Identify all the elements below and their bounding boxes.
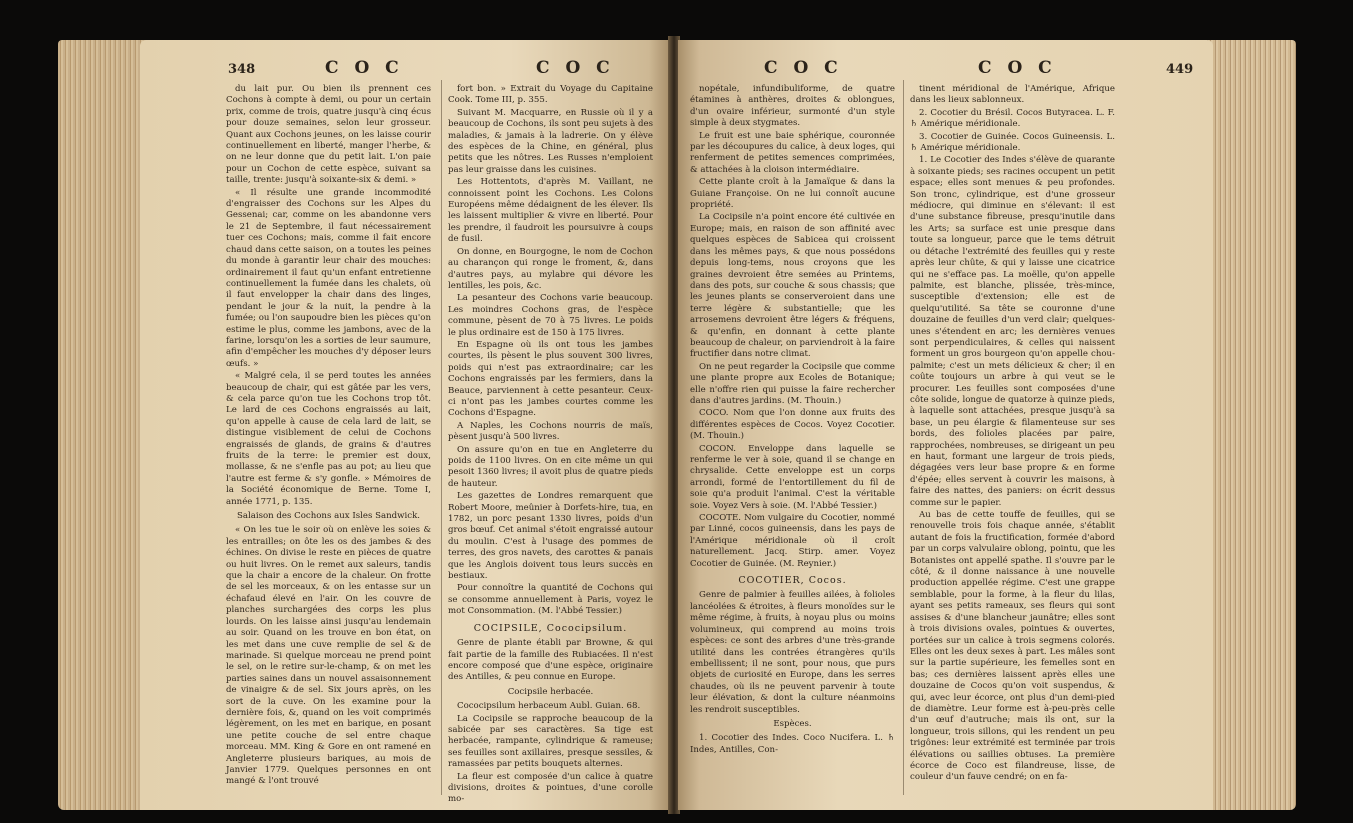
paragraph: Au bas de cette touffe de feuilles, qui se renouvelle trois fois chaque année, s'établit autant de fois la fructification, formée d'abord par un corps valvulaire oblong, pointu, que les Botanistes ont appellé spathe. Il s'ouvre par le côté, & il donne naissance à une nouvelle production appellée régime. C'est une grappe semblable, pour la forme, à la fleur du lilas, ayant ses petits rameaux, ses fleurs qui sont assises & d'une blancheur jaunâtre; elles sont à trois divisions ovales, pointues & ouvertes, portées sur un calice à trois segmens colorés. Elles ont les deux sexes à part. Les mâles sont sur la partie supérieure, les femelles sont en bas; ces dernières laissent après elles une douzaine de Cocos qu'on voit suspendus, & qui, avec leur écorce, ont plus d'un demi-pied de diamètre. Leur forme est à-peu-près celle d'un œuf d'autruche; mais ils ont, sur la longueur, trois sillons, qui les rendent un peu trigônes: leur extrémité est terminée par trois élévations ou saillies obtuses. La première écorce de Coco est filandreuse, lisse, de couleur d'un fauve cendré; on en fa- xyxy=(910,510,1115,783)
paragraph: Salaison des Cochons aux Isles Sandwick. xyxy=(236,511,421,522)
left-column-1 xyxy=(226,84,431,789)
paragraph: Les Hottentots, d'après M. Vaillant, ne connoissent point les Cochons. Les Colons Européens même dédaignent de les élever. Ils les laissent multiplier & vivre en liberté. Pour les prendre, il faudroit les poursuivre à coups de fusil. xyxy=(448,177,653,245)
paragraph: « On les tue le soir où on enlève les soies & les entrailles; on ôte les os des jambes & des échines. On divise le reste en pièces de quatre ou huit livres. On le remet aux saleurs, tandis que la chair a encore de la chaleur. On frotte de sel les morceaux, & on les entasse sur un échafaud élevé en l'air. On les couvre de planches surchargées des corps les plus lourds. On les laisse ainsi jusqu'au lendemain au soir. Quand on les trouve en bon état, on les met dans une cuve remplie de sel & de marinade. Si quelque morceau ne prend point le sel, on le retire sur-le-champ, & on met les parties saines dans un nouvel assaisonnement de vinaigre & de sel. Six jours après, on les sort de la cuve. On les examine pour la dernière fois, &, quand on les voit comprimés légèrement, on les met en barique, en posant une petite couche de sel entre chaque morceau. MM. King & Gore en ont ramené en Angleterre plusieurs bariques, au mois de Janvier 1779. Quelques personnes en ont mangé & l'ont trouvé xyxy=(226,525,431,787)
right-page-number: 449 xyxy=(1166,62,1194,77)
paragraph: Les gazettes de Londres remarquent que Robert Moore, meûnier à Dorfets-hire, tua, en 1782, un porc pesant 1330 livres, poids d'un gros bœuf. Cet animal s'étoit engraissé autour du moulin. C'est à l'usage des pommes de terres, des gros navets, des carottes & panais que les Anglois doivent tous leurs succès en bestiaux. xyxy=(448,491,653,582)
paragraph: On donne, en Bourgogne, le nom de Cochon au charançon qui ronge le froment, &, dans d'autres pays, au mylabre qui dévore les lentilles, les pois, &c. xyxy=(448,246,653,291)
paragraph: du lait pur. Ou bien ils prennent ces Cochons à compte à demi, ou pour un certain prix, comme de trois, quatre jusqu'à cinq écus pour douze semaines, selon leur grosseur. Quant aux Cochons jeunes, on les laisse courir continuellement en liberté, manger l'herbe, & on ne leur donne que du petit lait. L'on paie pour un Cochon de cette espèce, suivant sa taille, trente: jusqu'à soixante-six & demi. » xyxy=(226,84,431,186)
paragraph: « Malgré cela, il se perd toutes les années beaucoup de chair, qui est gâtée par les vers, & cela parce qu'on tue les Cochons trop tôt. Le lard de ces Cochons engraissés au lait, qu'on appelle à cause de cela lard de lait, se distingue visiblement de celui de Cochons engraissés de glands, de grains & d'autres fruits de la terre: le premier est doux, mollasse, & ne s'enfle pas au pot; au lieu que l'autre est ferme & s'y gonfle. » Mémoires de la Société économique de Berne. Tome I, année 1771, p. 135. xyxy=(226,371,431,507)
column-rule xyxy=(441,80,442,795)
paragraph: Cococipsilum herbaceum Aubl. Guian. 68. xyxy=(457,701,641,712)
left-running-head: C O C xyxy=(325,58,404,78)
paragraph: On ne peut regarder la Cocipsile que comme une plante propre aux Ecoles de Botanique; elle n'offre rien qui puisse la faire rechercher dans d'autres jardins. (M. Thouin.) xyxy=(690,361,895,406)
paragraph: COCO. Nom que l'on donne aux fruits des différentes espèces de Cocos. Voyez Cocotier. (M. Thouin.) xyxy=(690,408,895,442)
left-page-edges xyxy=(58,40,150,810)
paragraph: On assure qu'on en tue en Angleterre du poids de 1100 livres. On en cite même un qui pesoit 1360 livres; il avoit plus de quatre pieds de hauteur. xyxy=(448,444,653,489)
paragraph: Le fruit est une baie sphérique, couronnée par les découpures du calice, à deux loges, qui renferment de petites semences comprimées, & attachées à la cloison intermédiaire. xyxy=(690,130,895,175)
paragraph: Genre de plante établi par Browne, & qui fait partie de la famille des Rubiacées. Il n'est encore composé que d'une espèce, originaire des Antilles, & peu connue en Europe. xyxy=(448,638,653,683)
paragraph: COCOTIER, Cocos. xyxy=(738,575,847,587)
right-page xyxy=(678,40,1213,810)
paragraph: COCIPSILE, Cococipsilum. xyxy=(473,622,628,634)
right-running-head: C O C xyxy=(764,58,843,78)
paragraph: Pour connoître la quantité de Cochons qui se consomme annuellement à Paris, voyez le mot Consommation. (M. l'Abbé Tessier.) xyxy=(448,583,653,617)
right-column-1 xyxy=(690,84,895,757)
paragraph: 3. Cocotier de Guinée. Cocos Guineensis. L. ♄ Amérique méridionale. xyxy=(910,131,1115,154)
paragraph: 2. Cocotier du Brésil. Cocos Butyracea. L. F. ♄ Amérique méridionale. xyxy=(910,107,1115,130)
left-column-2 xyxy=(448,84,653,807)
right-running-head-col2: C O C xyxy=(978,58,1057,78)
paragraph: La Cocipsile n'a point encore été cultivée en Europe; mais, en raison de son affinité avec quelques espèces de Sabicea qui croissent dans les mêmes pays, & que nous possédons depuis long-tems, nous croyons que les graines devroient être semées au Printems, dans des pots, sur couche & sous chassis; que les jeunes plants se conserveroient dans une terre légère & substantielle; que les arrosemens devroient être légers & fréquens, & qu'enfin, en donnant à cette plante beaucoup de chaleur, on parviendroit à la faire fructifier dans notre climat. xyxy=(690,212,895,360)
left-running-head-col2: C O C xyxy=(536,58,615,78)
paragraph: La fleur est composée d'un calice à quatre divisions, droites & pointues, d'une corolle mo- xyxy=(448,771,653,805)
paragraph: 1. Cocotier des Indes. Coco Nucifera. L. ♄ Indes, Antilles, Con- xyxy=(690,733,895,755)
left-page-number: 348 xyxy=(228,62,256,77)
paragraph: La Cocipsile se rapproche beaucoup de la sabicée par ses caractères. Sa tige est herbacée, rampante, cylindrique & rameuse; ses feuilles sont axillaires, presque sessiles, & ramassées par petits bouquets alternes. xyxy=(448,713,653,770)
paragraph: COCOTE. Nom vulgaire du Cocotier, nommé par Linné, cocos guineensis, dans les pays de l'Amérique méridionale où il croît naturellement. Jacq. Stirp. amer. Voyez Cocotier de Guinée. (M. Reynier.) xyxy=(690,513,895,569)
paragraph: Suivant M. Macquarre, en Russie où il y a beaucoup de Cochons, ils sont peu sujets à des maladies, & jamais à la ladrerie. On y élève des espèces de la Chine, en général, plus petits que les nôtres. Les Russes n'emploient pas leur graisse dans les cuisines. xyxy=(448,107,653,175)
left-page xyxy=(140,40,670,810)
right-column-2 xyxy=(910,84,1115,785)
paragraph: La pesanteur des Cochons varie beaucoup. Les moindres Cochons gras, de l'espèce commune, pèsent de 70 à 75 livres. Le poids le plus ordinaire est de 150 à 175 livres. xyxy=(448,293,653,338)
paragraph: A Naples, les Cochons nourris de maïs, pèsent jusqu'à 500 livres. xyxy=(448,420,653,443)
paragraph: COCON. Enveloppe dans laquelle se renferme le ver à soie, quand il se change en chrysalide. Cette enveloppe est un corps arrondi, formé de l'entortillement du fil de soie qu'a produit l'animal. C'est la véritable soie. Voyez Vers à soie. (M. l'Abbé Tessier.) xyxy=(690,443,895,511)
paragraph: Genre de palmier à feuilles ailées, à folioles lancéolées & étroites, à fleurs monoïdes sur le même régime, à fruits, à noyau plus ou moins volumineux, qui comprend au moins trois espèces: ce sont des arbres d'une très-grande utilité dans les contrées étrangères qu'ils embellissent; il ne sont, pour nous, que purs objets de curiosité en Europe, dans les serres chaudes, où ils ne peuvent parvenir à toute leur élévation, & dont la culture néanmoins les rendroit susceptibles. xyxy=(690,590,895,715)
paragraph: Cocipsile herbacée. xyxy=(507,686,594,697)
right-page-edges xyxy=(1208,40,1296,810)
paragraph: tinent méridional de l'Amérique, Afrique dans les lieux sablonneux. xyxy=(910,84,1115,106)
paragraph: Espèces. xyxy=(773,718,812,729)
paragraph: fort bon. » Extrait du Voyage du Capitaine Cook. Tome III, p. 355. xyxy=(448,84,653,106)
paragraph: « Il résulte une grande incommodité d'engraisser des Cochons sur les Alpes du Gessenai; car, comme on les abandonne vers le 21 de Septembre, il faut nécessairement tuer ces Cochons; mais, comme il fait encore chaud dans cette saison, on a toutes les peines du monde à garantir leur chair des mouches: ordinairement il faut qu'un enfant entretienne continuellement la fumée dans les chalets, où il faut envelopper la chair dans des linges, pendant le jour & la nuit, la pendre à la fumée; ou l'on saupoudre bien les pièces qu'on estime le plus, comme les jambons, avec de la farine, lorsqu'on les a sorties de leur saumure, afin d'empêcher les mouches d'y déposer leurs œufs. » xyxy=(226,187,431,369)
paragraph: 1. Le Cocotier des Indes s'élève de quarante à soixante pieds; ses racines occupent un petit espace; elles sont menues & peu profondes. Son tronc, cylindrique, est d'une grosseur médiocre, qui diminue en s'élevant: il est d'une substance fibreuse, presqu'inutile dans les Arts; sa surface est unie presque dans toute sa longueur, parce que le tems détruit ou détache l'extrémité des feuilles qui y reste après leur chûte, & qui y laisse une cicatrice qui ne s'efface pas. La moëlle, qu'on appelle palmite, est blanche, plissée, très-mince, susceptible d'extension; elle est de quelqu'utilité. Sa tête se couronne d'une douzaine de feuilles d'un verd clair; quelques-unes s'étendent en arc; les dernières venues sont perpendiculaires, & celles qui naissent forment un gros bourgeon qu'on appelle chou-palmite; c'est un mets délicieux & cher; il en coûte toujours un arbre à qui veut se le procurer. Les feuilles sont composées d'une côte solide, longue de quatorze à quinze pieds, à laquelle sont attachées, presque jusqu'à sa base, un peu élargie & filamenteuse sur ses bords, des folioles placées par paire, rapprochées, nombreuses, se dirigeant un peu en haut, formant une largeur de trois pieds, dégagées vers leur base propre & en forme d'épée; elles servent à couvrir les maisons, à faire des nattes, des paniers: on écrit dessus comme sur le papier. xyxy=(910,155,1115,508)
paragraph: Cette plante croît à la Jamaïque & dans la Guiane Françoise. On ne lui connoît aucune propriété. xyxy=(690,177,895,211)
paragraph: En Espagne où ils ont tous les jambes courtes, ils pèsent le plus souvent 300 livres, poids qui n'est pas extraordinaire; car les Cochons engraissés par les fermiers, dans la Beauce, parviennent à cette pesanteur. Ceux-ci n'ont pas les jambes courtes comme les Cochons d'Espagne. xyxy=(448,339,653,419)
paragraph: nopétale, infundibuliforme, de quatre étamines à anthères, droites & oblongues, d'un ovaire inférieur, surmonté d'un style simple à deux stygmates. xyxy=(690,84,895,129)
column-rule xyxy=(903,80,904,795)
